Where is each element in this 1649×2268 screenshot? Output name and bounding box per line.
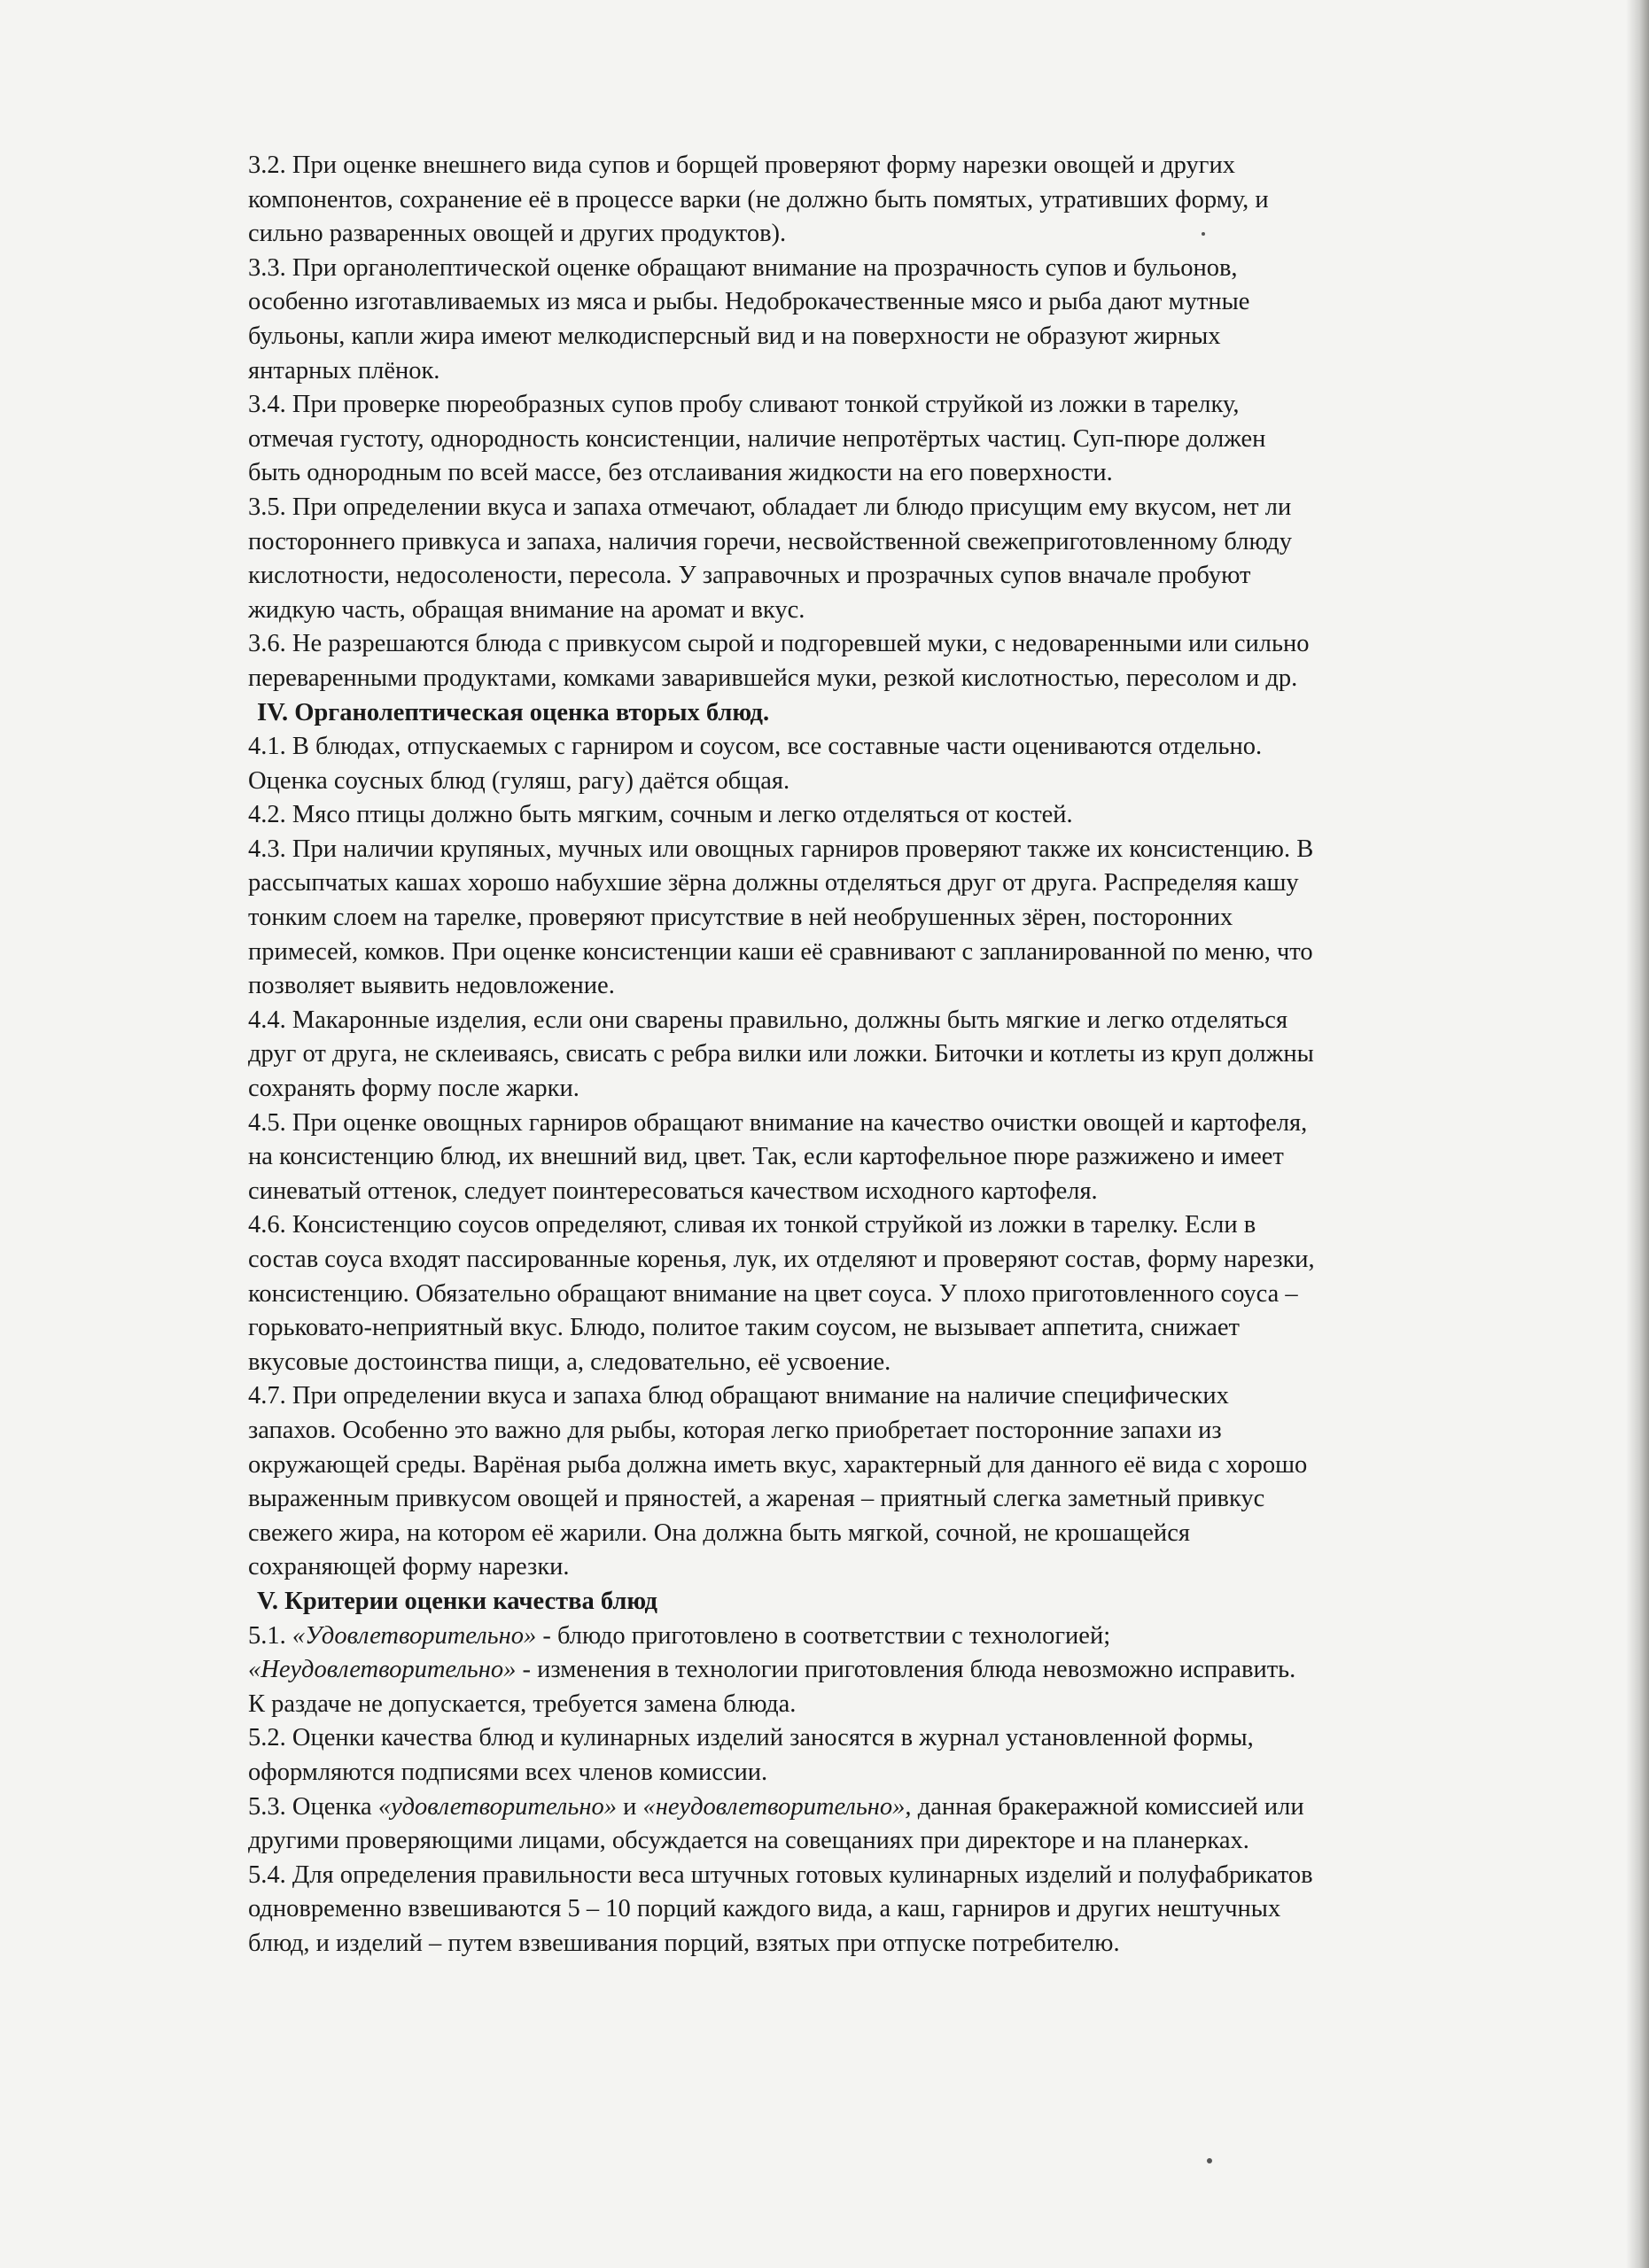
paragraph-line: окружающей среды. Варёная рыба должна иметь вкус, характерный для данного её вида с хорошо <box>248 1450 1308 1479</box>
paragraph-line <box>248 1619 1515 1654</box>
paragraph-line <box>248 1653 1515 1688</box>
paragraph-line: 4.1. В блюдах, отпускаемых с гарниром и соусом, все составные части оцениваются отдельно. <box>248 733 1263 761</box>
paragraph-line: янтарных плёнок. <box>248 356 440 384</box>
paragraph-line: синеватый оттенок, следует поинтересоваться качеством исходного картофеля. <box>248 1177 1098 1205</box>
paragraph-line: особенно изготавливаемых из мяса и рыбы. Недоброкачественные мясо и рыба дают мутные <box>248 288 1250 316</box>
paragraph-line: запахов. Особенно это важно для рыбы, которая легко приобретает посторонние запахи из <box>248 1416 1222 1444</box>
paragraph-line: К раздаче не допускается, требуется замена блюда. <box>248 1689 797 1718</box>
paragraph-line: на консистенцию блюд, их внешний вид, цвет. Так, если картофельное пюре разжижено и имеет <box>248 1143 1284 1171</box>
rating-term: «Удовлетворительно» <box>292 1621 537 1650</box>
paragraph-line: консистенцию. Обязательно обращают внимание на цвет соуса. У плохо приготовленного соуса – <box>248 1279 1298 1308</box>
paragraph-line: рассыпчатых кашах хорошо набухшие зёрна должны отделяться друг от друга. Распределяя кашу <box>248 869 1299 897</box>
paragraph-line: 3.6. Не разрешаются блюда с привкусом сырой и подгоревшей муки, с недоваренными или сильно <box>248 630 1310 658</box>
scan-speck <box>1207 2158 1212 2163</box>
paragraph-line: блюд, и изделий – путем взвешивания порций, взятых при отпуске потребителю. <box>248 1929 1120 1957</box>
paragraph-line: 4.5. При оценке овощных гарниров обращают внимание на качество очистки овощей и картофеля, <box>248 1108 1308 1137</box>
paragraph-line: отмечая густоту, однородность консистенции, наличие непротёртых частиц. Суп-пюре должен <box>248 424 1266 453</box>
paragraph-line: выраженным привкусом овощей и пряностей, а жареная – приятный слегка заметный привкус <box>248 1485 1265 1513</box>
paragraph-line: постороннего привкуса и запаха, наличия горечи, несвойственной свежеприготовленному блюду <box>248 527 1293 555</box>
line-middle: и <box>616 1792 643 1821</box>
paragraph-line: свежего жира, на котором её жарили. Она должна быть мягкой, сочной, не крошащейся <box>248 1518 1190 1547</box>
paragraph-line: Оценка соусных блюд (гуляш, рагу) даётся общая. <box>248 766 790 795</box>
paragraph-line: оформляются подписями всех членов комиссии. <box>248 1758 768 1786</box>
paragraph-line <box>248 1790 1515 1825</box>
paragraph-line: примесей, комков. При оценке консистенции каши её сравнивают с запланированной по меню, что <box>248 937 1313 966</box>
line-suffix: данная бракеражной комиссией или <box>911 1792 1304 1821</box>
paragraph-line: тонким слоем на тарелке, проверяют присутствие в ней необрушенных зёрен, посторонних <box>248 904 1233 932</box>
line-prefix: 5.1. <box>248 1621 292 1650</box>
rating-term: «неудовлетворительно», <box>642 1792 912 1821</box>
paragraph-line: 4.6. Консистенцию соусов определяют, сливая их тонкой струйкой из ложки в тарелку. Если в <box>248 1211 1256 1239</box>
paragraph-line: 3.5. При определении вкуса и запаха отмечают, обладает ли блюдо присущим ему вкусом, нет ли <box>248 493 1292 521</box>
line-prefix: 5.3. Оценка <box>248 1792 378 1821</box>
paragraph-line: 4.4. Макаронные изделия, если они сварены правильно, должны быть мягкие и легко отделяться <box>248 1006 1288 1034</box>
paragraph-line: вкусовые достоинства пищи, а, следовательно, её усвоение. <box>248 1348 891 1376</box>
paragraph-line: 4.7. При определении вкуса и запаха блюд обращают внимание на наличие специфических <box>248 1382 1229 1410</box>
section-heading: V. Критерии оценки качества блюд <box>257 1587 657 1615</box>
paragraph-line: сохраняющей форму нарезки. <box>248 1553 570 1581</box>
paragraph-line: сильно разваренных овощей и других продуктов). <box>248 220 787 248</box>
paragraph-line: сохранять форму после жарки. <box>248 1075 579 1103</box>
paragraph-line: горьковато-неприятный вкус. Блюдо, политое таким соусом, не вызывает аппетита, снижает <box>248 1314 1240 1342</box>
paragraph-line: 3.3. При органолептической оценке обращают внимание на прозрачность супов и бульонов, <box>248 253 1238 282</box>
paragraph-line: 4.3. При наличии крупяных, мучных или овощных гарниров проверяют также их консистенцию. В <box>248 835 1314 863</box>
paragraph-line: 3.4. При проверке пюреобразных супов пробу сливают тонкой струйкой из ложки в тарелку, <box>248 391 1240 419</box>
paragraph-line: переваренными продуктами, комками заварившейся муки, резкой кислотностью, пересолом и др. <box>248 664 1298 692</box>
line-suffix: - изменения в технологии приготовления блюда невозможно исправить. <box>516 1656 1296 1684</box>
paragraph-line: компонентов, сохранение её в процессе варки (не должно быть помятых, утративших форму, и <box>248 185 1269 214</box>
paragraph-line: одновременно взвешиваются 5 – 10 порций каждого вида, а каш, гарниров и других нештучных <box>248 1895 1281 1923</box>
rating-term: «удовлетворительно» <box>377 1792 617 1821</box>
paragraph-line: состав соуса входят пассированные коренья, лук, их отделяют и проверяют состав, форму нарезки, <box>248 1246 1315 1273</box>
section-heading: IV. Органолептическая оценка вторых блюд. <box>257 698 770 726</box>
paragraph-line: быть однородным по всей массе, без отслаивания жидкости на его поверхности. <box>248 459 1113 487</box>
paragraph-line: 4.2. Мясо птицы должно быть мягким, сочным и легко отделяться от костей. <box>248 801 1073 829</box>
rating-term: «Неудовлетворительно» <box>248 1656 517 1684</box>
paragraph-line: жидкую часть, обращая внимание на аромат и вкус. <box>248 595 805 624</box>
paragraph-line: позволяет выявить недовложение. <box>248 972 615 1000</box>
paragraph-line: 5.4. Для определения правильности веса штучных готовых кулинарных изделий и полуфабрикатов <box>248 1860 1313 1889</box>
paragraph-line: другими проверяющими лицами, обсуждается на совещаниях при директоре и на планерках. <box>248 1827 1249 1855</box>
paragraph-line: 5.2. Оценки качества блюд и кулинарных изделий заносятся в журнал установленной формы, <box>248 1724 1254 1752</box>
line-suffix: - блюдо приготовлено в соответствии с технологией; <box>536 1621 1111 1650</box>
document-body <box>248 149 1515 1961</box>
paragraph-line: 3.2. При оценке внешнего вида супов и борщей проверяют форму нарезки овощей и других <box>248 151 1235 179</box>
scan-page-edge <box>1626 0 1649 2268</box>
paragraph-line: кислотности, недосолености, пересола. У заправочных и прозрачных супов вначале пробуют <box>248 562 1251 590</box>
paragraph-line: друг от друга, не склеиваясь, свисать с ребра вилки или ложки. Биточки и котлеты из круп должны <box>248 1040 1314 1068</box>
paragraph-line: бульоны, капли жира имеют мелкодисперсный вид и на поверхности не образуют жирных <box>248 322 1221 350</box>
